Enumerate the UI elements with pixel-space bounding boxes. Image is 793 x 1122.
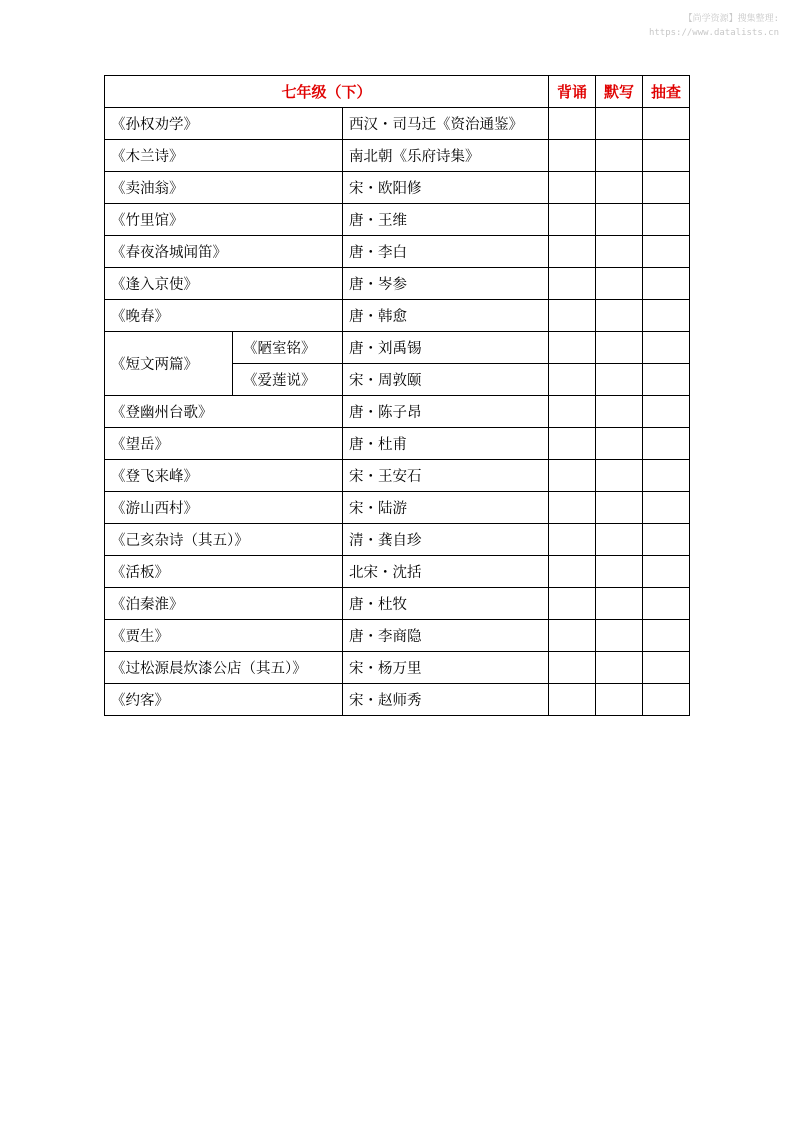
dictation-cell[interactable] <box>596 172 643 204</box>
recite-cell[interactable] <box>549 300 596 332</box>
dictation-cell[interactable] <box>596 140 643 172</box>
dictation-cell[interactable] <box>596 460 643 492</box>
poem-author: 唐・王维 <box>343 204 549 236</box>
poem-author: 西汉・司马迁《资治通鉴》 <box>343 108 549 140</box>
check-cell[interactable] <box>643 236 690 268</box>
grade-title: 七年级（下） <box>105 76 549 108</box>
poem-author: 宋・欧阳修 <box>343 172 549 204</box>
poem-author: 唐・岑参 <box>343 268 549 300</box>
recite-cell[interactable] <box>549 588 596 620</box>
dictation-cell[interactable] <box>596 428 643 460</box>
poem-title: 《过松源晨炊漆公店（其五）》 <box>105 652 343 684</box>
poem-author: 唐・陈子昂 <box>343 396 549 428</box>
poem-author: 北宋・沈括 <box>343 556 549 588</box>
check-cell[interactable] <box>643 492 690 524</box>
poem-title: 《陋室铭》 <box>233 332 343 364</box>
table-row <box>105 460 690 492</box>
dictation-cell[interactable] <box>596 204 643 236</box>
header-row <box>105 76 690 108</box>
dictation-cell[interactable] <box>596 332 643 364</box>
recite-cell[interactable] <box>549 556 596 588</box>
table-row <box>105 524 690 556</box>
check-cell[interactable] <box>643 204 690 236</box>
watermark <box>649 12 779 40</box>
check-cell[interactable] <box>643 652 690 684</box>
recite-cell[interactable] <box>549 332 596 364</box>
recite-cell[interactable] <box>549 140 596 172</box>
recite-cell[interactable] <box>549 620 596 652</box>
recite-cell[interactable] <box>549 428 596 460</box>
recite-cell[interactable] <box>549 460 596 492</box>
col-check-header: 抽查 <box>643 76 690 108</box>
table-row <box>105 588 690 620</box>
poem-title: 《约客》 <box>105 684 343 716</box>
poem-title: 《己亥杂诗（其五）》 <box>105 524 343 556</box>
check-cell[interactable] <box>643 428 690 460</box>
dictation-cell[interactable] <box>596 268 643 300</box>
dictation-cell[interactable] <box>596 620 643 652</box>
recite-cell[interactable] <box>549 652 596 684</box>
table-row <box>105 172 690 204</box>
table-row <box>105 620 690 652</box>
poem-title: 《爱莲说》 <box>233 364 343 396</box>
poem-title: 《木兰诗》 <box>105 140 343 172</box>
poem-author: 宋・王安石 <box>343 460 549 492</box>
watermark-line-2: https://www.datalists.cn <box>648 28 779 38</box>
watermark-line-1: 【尚学资源】搜集整理: <box>683 14 779 24</box>
table-row-group <box>105 332 690 364</box>
poem-author: 唐・李白 <box>343 236 549 268</box>
poem-author: 宋・周敦颐 <box>343 364 549 396</box>
check-cell[interactable] <box>643 140 690 172</box>
table-row <box>105 556 690 588</box>
check-cell[interactable] <box>643 684 690 716</box>
poem-title: 《春夜洛城闻笛》 <box>105 236 343 268</box>
poem-author: 唐・韩愈 <box>343 300 549 332</box>
poem-author: 唐・李商隐 <box>343 620 549 652</box>
recite-cell[interactable] <box>549 268 596 300</box>
poem-title: 《晚春》 <box>105 300 343 332</box>
poem-title: 《游山西村》 <box>105 492 343 524</box>
recite-cell[interactable] <box>549 364 596 396</box>
poem-title: 《望岳》 <box>105 428 343 460</box>
check-cell[interactable] <box>643 108 690 140</box>
dictation-cell[interactable] <box>596 396 643 428</box>
table-row <box>105 268 690 300</box>
dictation-cell[interactable] <box>596 108 643 140</box>
dictation-cell[interactable] <box>596 556 643 588</box>
table-row <box>105 300 690 332</box>
dictation-cell[interactable] <box>596 684 643 716</box>
group-title: 《短文两篇》 <box>105 332 233 396</box>
recite-cell[interactable] <box>549 172 596 204</box>
dictation-cell[interactable] <box>596 236 643 268</box>
check-cell[interactable] <box>643 556 690 588</box>
recite-cell[interactable] <box>549 236 596 268</box>
check-cell[interactable] <box>643 460 690 492</box>
poem-author: 宋・陆游 <box>343 492 549 524</box>
table-row <box>105 428 690 460</box>
check-cell[interactable] <box>643 620 690 652</box>
poem-title: 《逢入京使》 <box>105 268 343 300</box>
poem-author: 宋・赵师秀 <box>343 684 549 716</box>
poem-author: 清・龚自珍 <box>343 524 549 556</box>
recite-cell[interactable] <box>549 492 596 524</box>
table-row <box>105 492 690 524</box>
recite-cell[interactable] <box>549 204 596 236</box>
dictation-cell[interactable] <box>596 588 643 620</box>
poem-title: 《登幽州台歌》 <box>105 396 343 428</box>
recite-cell[interactable] <box>549 684 596 716</box>
recite-cell[interactable] <box>549 396 596 428</box>
dictation-cell[interactable] <box>596 652 643 684</box>
check-cell[interactable] <box>643 332 690 364</box>
table-row <box>105 396 690 428</box>
dictation-cell[interactable] <box>596 364 643 396</box>
check-cell[interactable] <box>643 300 690 332</box>
check-cell[interactable] <box>643 588 690 620</box>
recite-cell[interactable] <box>549 108 596 140</box>
col-recite-header: 背诵 <box>549 76 596 108</box>
recite-cell[interactable] <box>549 524 596 556</box>
check-cell[interactable] <box>643 396 690 428</box>
table-row <box>105 236 690 268</box>
table-row <box>105 652 690 684</box>
poem-title: 《贾生》 <box>105 620 343 652</box>
table-row <box>105 204 690 236</box>
dictation-cell[interactable] <box>596 300 643 332</box>
check-cell[interactable] <box>643 268 690 300</box>
poem-title: 《泊秦淮》 <box>105 588 343 620</box>
poem-title: 《登飞来峰》 <box>105 460 343 492</box>
table-row <box>105 140 690 172</box>
poem-author: 唐・杜牧 <box>343 588 549 620</box>
poem-author: 宋・杨万里 <box>343 652 549 684</box>
table-row <box>105 684 690 716</box>
check-cell[interactable] <box>643 364 690 396</box>
dictation-cell[interactable] <box>596 524 643 556</box>
check-cell[interactable] <box>643 524 690 556</box>
poem-title: 《卖油翁》 <box>105 172 343 204</box>
col-dictation-header: 默写 <box>596 76 643 108</box>
dictation-cell[interactable] <box>596 492 643 524</box>
recitation-table <box>104 75 690 716</box>
poem-title: 《竹里馆》 <box>105 204 343 236</box>
poem-author: 唐・刘禹锡 <box>343 332 549 364</box>
table-row <box>105 108 690 140</box>
poem-author: 南北朝《乐府诗集》 <box>343 140 549 172</box>
poem-title: 《活板》 <box>105 556 343 588</box>
check-cell[interactable] <box>643 172 690 204</box>
poem-title: 《孙权劝学》 <box>105 108 343 140</box>
poem-author: 唐・杜甫 <box>343 428 549 460</box>
